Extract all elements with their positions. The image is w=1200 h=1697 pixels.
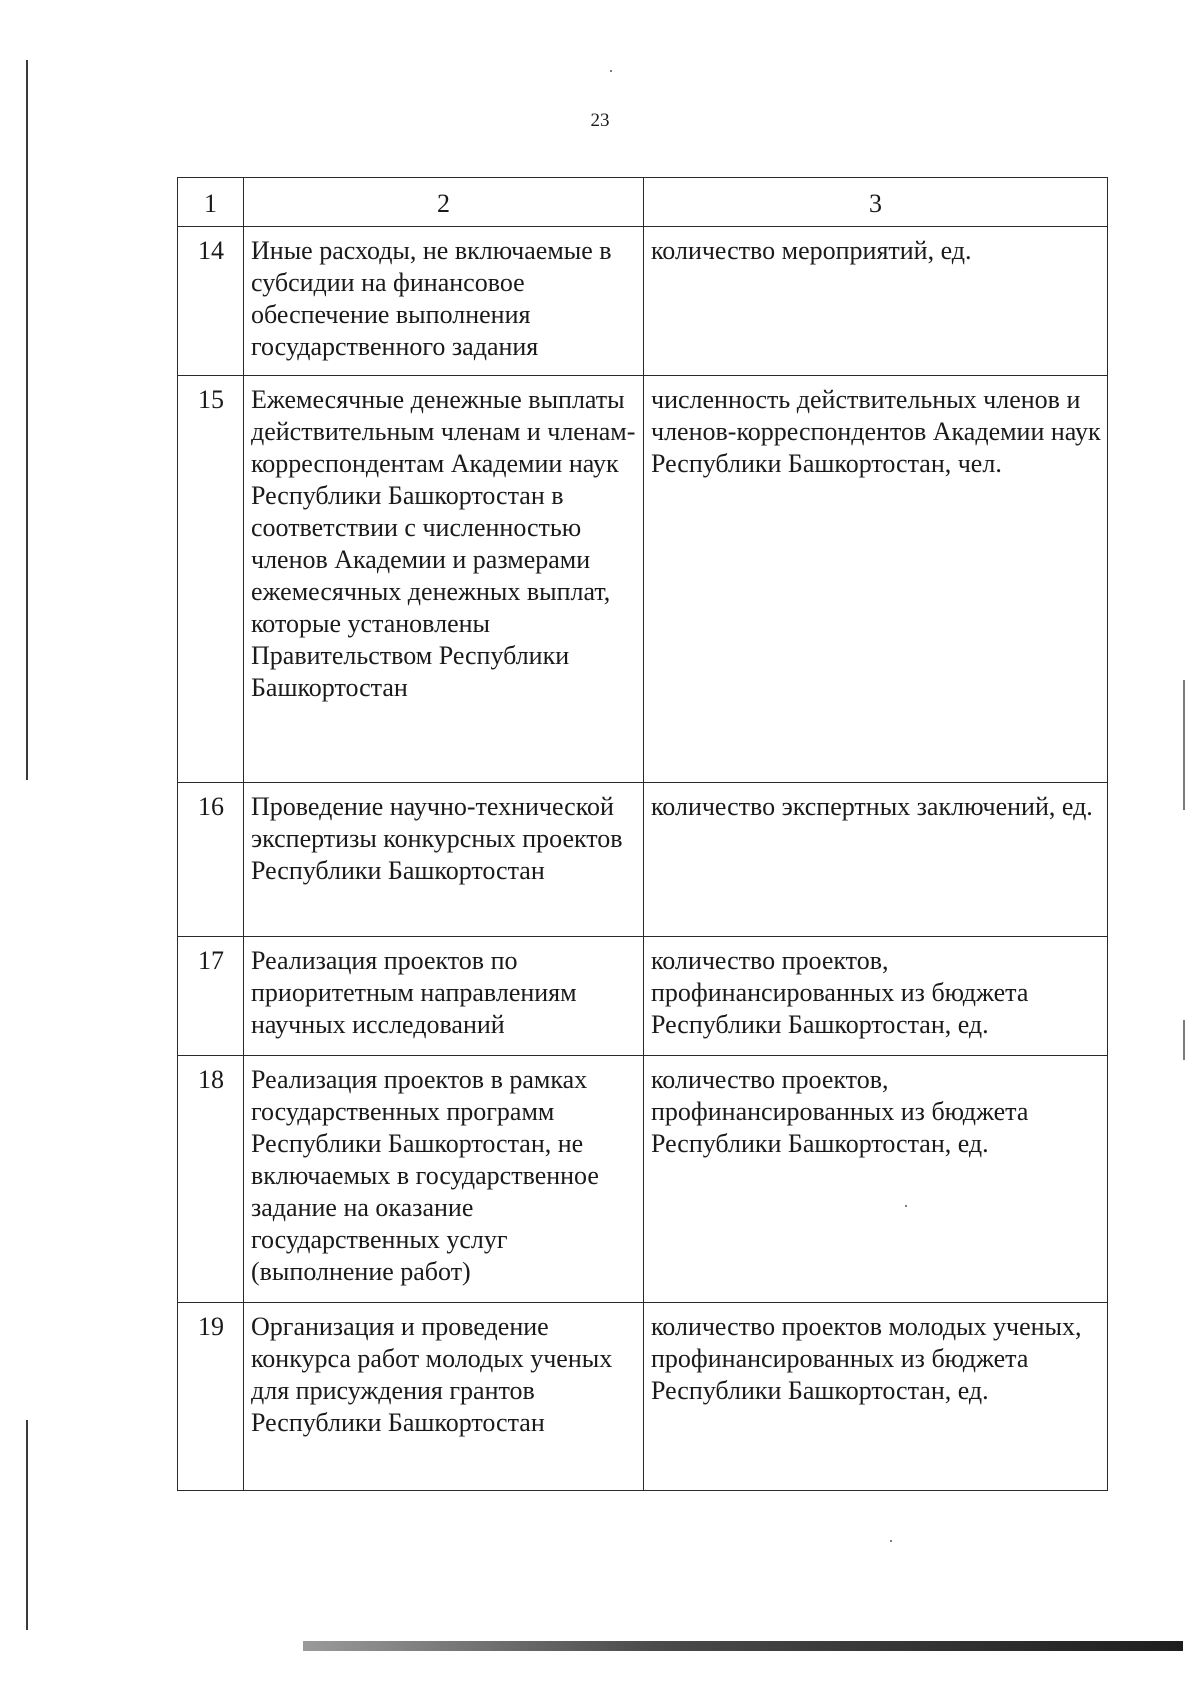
scan-edge-line-bottom xyxy=(26,1420,28,1630)
row-number: 19 xyxy=(178,1303,244,1491)
indicator: количество проектов молодых ученых, профинансированных из бюджета Республики Башкортостан, ед. xyxy=(644,1303,1108,1491)
header-col-1: 1 xyxy=(178,178,244,227)
scan-bottom-bar xyxy=(303,1641,1183,1651)
row-number: 17 xyxy=(178,937,244,1056)
scan-speck xyxy=(890,1540,892,1542)
indicator: количество проектов, профинансированных из бюджета Республики Башкортостан, ед. xyxy=(644,1056,1108,1303)
indicator: количество экспертных заключений, ед. xyxy=(644,783,1108,937)
row-number: 16 xyxy=(178,783,244,937)
table-row xyxy=(178,376,1108,783)
scan-edge-line-top xyxy=(26,60,28,780)
page-number: 23 xyxy=(590,110,610,131)
indicator: количество проектов, профинансированных из бюджета Республики Башкортостан, ед. xyxy=(644,937,1108,1056)
scan-mark xyxy=(1183,680,1185,810)
row-number: 15 xyxy=(178,376,244,783)
row-number: 14 xyxy=(178,227,244,376)
scan-mark xyxy=(1183,1020,1185,1060)
table-row xyxy=(178,1056,1108,1303)
expense-name: Реализация проектов в рамках государственных программ Республики Башкортостан, не включаемых в государственное задание на оказание государственных услуг (выполнение работ) xyxy=(244,1056,644,1303)
expense-name: Ежемесячные денежные выплаты действительным членам и членам-корреспондентам Академии наук Республики Башкортостан в соответствии с численностью членов Академии и размерами ежемесячных денежных выплат, которые установлены Правительством Республики Башкортостан xyxy=(244,376,644,783)
scan-speck xyxy=(610,70,612,72)
indicator: количество мероприятий, ед. xyxy=(644,227,1108,376)
table-row xyxy=(178,1303,1108,1491)
table-header-row xyxy=(178,178,1108,227)
table-row xyxy=(178,937,1108,1056)
table-row xyxy=(178,227,1108,376)
indicators-table xyxy=(177,177,1108,1491)
indicator: численность действительных членов и членов-корреспондентов Академии наук Республики Башкортостан, чел. xyxy=(644,376,1108,783)
expense-name: Организация и проведение конкурса работ молодых ученых для присуждения грантов Республики Башкортостан xyxy=(244,1303,644,1491)
expense-name: Проведение научно-технической экспертизы конкурсных проектов Республики Башкортостан xyxy=(244,783,644,937)
table-row xyxy=(178,783,1108,937)
header-col-3: 3 xyxy=(644,178,1108,227)
row-number: 18 xyxy=(178,1056,244,1303)
expense-name: Реализация проектов по приоритетным направлениям научных исследований xyxy=(244,937,644,1056)
header-col-2: 2 xyxy=(244,178,644,227)
expense-name: Иные расходы, не включаемые в субсидии на финансовое обеспечение выполнения государственного задания xyxy=(244,227,644,376)
